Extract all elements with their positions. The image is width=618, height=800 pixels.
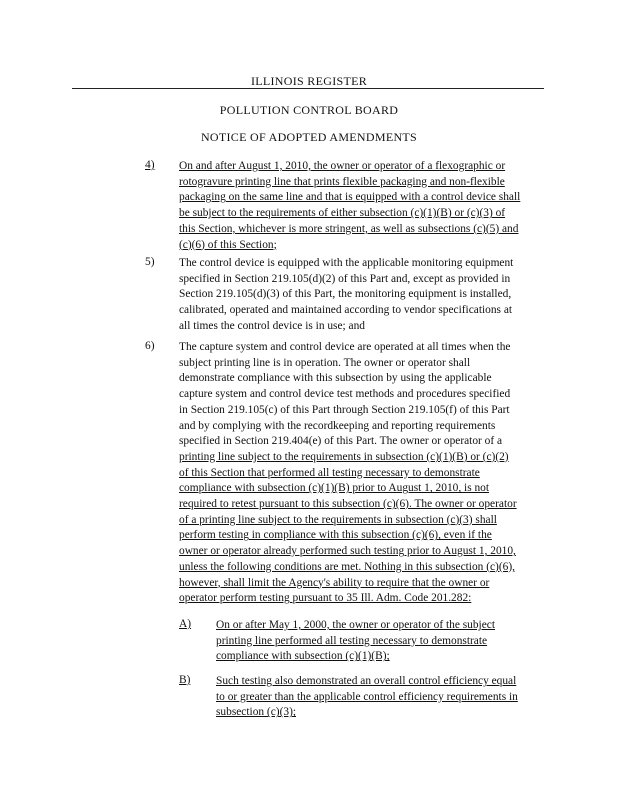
- text-line: however, shall limit the Agency's ability to require that the owner or: [179, 576, 490, 589]
- text-line: in Section 219.105(c) of this Part through Section 219.105(f) of this Part: [179, 403, 510, 416]
- text-line: all times the control device is in use; and: [179, 319, 365, 332]
- text-line: calibrated, operated and maintained according to vendor specifications at: [179, 304, 513, 317]
- subparagraph-b: [216, 674, 518, 721]
- text-line: perform testing in compliance with this subsection (c)(6), even if the: [179, 529, 492, 542]
- text-line: The control device is equipped with the applicable monitoring equipment: [179, 257, 514, 269]
- text-line: to or greater than the applicable control efficiency requirements in: [216, 690, 518, 703]
- text-line: On or after May 1, 2000, the owner or operator of the subject: [216, 619, 495, 631]
- item-number: 6): [145, 340, 155, 352]
- text-line: Section 219.105(d)(3) of this Part, the monitoring equipment is installed,: [179, 288, 512, 301]
- text-line: packaging on the same line and that is equipped with a control device shall: [179, 191, 521, 204]
- text-line: of a printing line subject to the requirements in subsection (c)(3) shall: [179, 513, 497, 526]
- item-number: 5): [145, 256, 155, 268]
- text-line: be subject to the requirements of either subsection (c)(1)(B) or (c)(3) of: [179, 207, 506, 220]
- notice-title: NOTICE OF ADOPTED AMENDMENTS: [200, 130, 418, 144]
- subparagraph-a: [216, 618, 495, 665]
- text-line: capture system and control device test methods and procedures specified: [179, 388, 511, 401]
- text-line: printing line subject to the requirements in subsection (c)(1)(B) or (c)(2): [179, 450, 509, 463]
- text-line: subsection (c)(3);: [216, 706, 297, 719]
- text-line: The capture system and control device are operated at all times when the: [179, 341, 511, 353]
- text-line: of this Section that performed all testing necessary to demonstrate: [179, 466, 480, 479]
- subitem-number: B): [179, 674, 191, 686]
- text-line: specified in Section 219.105(d)(2) of this Part and, except as provided in: [179, 272, 511, 285]
- text-line: subject printing line is in operation. The owner or operator shall: [179, 356, 471, 369]
- text-line: compliance with subsection (c)(1)(B);: [216, 650, 390, 663]
- text-line: compliance with subsection (c)(1)(B) prior to August 1, 2010, is not: [179, 482, 490, 495]
- text-line: owner or operator already performed such testing prior to August 1, 2010,: [179, 545, 516, 558]
- text-line: unless the following conditions are met. Nothing in this subsection (c)(6),: [179, 560, 515, 573]
- header-rule: [72, 88, 544, 89]
- text-line: demonstrate compliance with this subsection by using the applicable: [179, 372, 492, 385]
- text-line: required to retest pursuant to this subsection (c)(6). The owner or operator: [179, 498, 517, 511]
- paragraph-5: [179, 256, 513, 335]
- board-title: POLLUTION CONTROL BOARD: [219, 103, 399, 117]
- register-title: ILLINOIS REGISTER: [250, 74, 368, 88]
- text-line: specified in Section 219.404(e) of this Part. The owner or operator of a: [179, 435, 503, 448]
- text-line: operator perform testing pursuant to 35 Ill. Adm. Code 201.282:: [179, 592, 472, 605]
- text-line: and by complying with the recordkeeping and reporting requirements: [179, 419, 496, 432]
- text-line: this Section, whichever is more stringent, as well as subsections (c)(5) and: [179, 222, 519, 235]
- paragraph-6: [179, 340, 517, 607]
- paragraph-4: [179, 159, 520, 253]
- text-line: On and after August 1, 2010, the owner or operator of a flexographic or: [179, 160, 506, 172]
- subitem-number: A): [179, 618, 192, 630]
- text-line: (c)(6) of this Section;: [179, 238, 277, 251]
- item-number: 4): [145, 159, 155, 171]
- text-line: rotogravure printing line that prints flexible packaging and non-flexible: [179, 175, 505, 188]
- text-line: printing line performed all testing necessary to demonstrate: [216, 634, 488, 647]
- text-line: Such testing also demonstrated an overall control efficiency equal: [216, 675, 517, 687]
